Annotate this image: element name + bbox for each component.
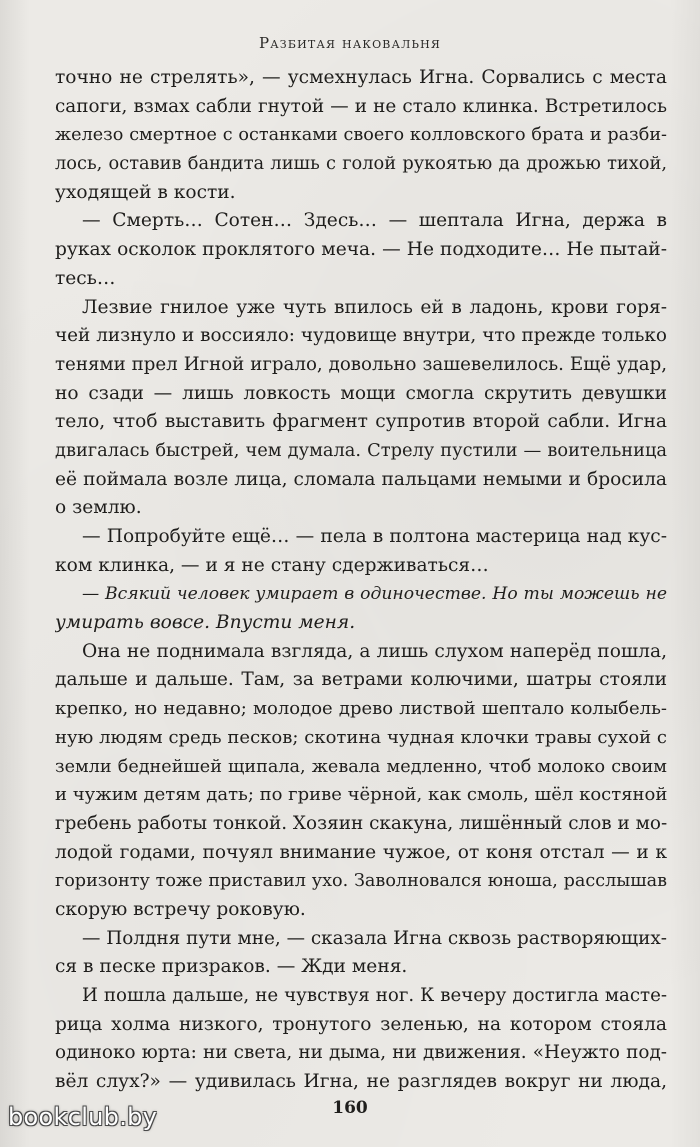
watermark-logo: bookclub.by — [8, 1103, 158, 1131]
text-line: чей лизнуло и воссияло: чудовище внутри, что прежде только — [55, 325, 667, 347]
text-line: крепко, но недавно; молодое древо листвой шептало колыбель- — [55, 698, 667, 720]
text-line: Она не поднимала взгляда, а лишь слухом наперёд пошла, — [82, 640, 667, 662]
text-line: ком клинка, — и я не стану сдерживаться… — [55, 554, 489, 576]
body-text — [55, 64, 667, 1097]
text-line: тело, чтоб выставить фрагмент супротив второй сабли. Игна — [55, 411, 667, 433]
text-line: — Всякий человек умирает в одиночестве. Но ты можешь не — [82, 584, 667, 605]
text-line: — Попробуйте ещё… — пела в полтона мастерица над кус- — [82, 526, 667, 547]
text-line: скорую встречу роковую. — [55, 898, 306, 920]
text-line: вёл слух?» — удивилась Игна, не разглядев вокруг ни люда, — [55, 1071, 667, 1093]
text-line: рица холма низкого, тронутого зеленью, на котором стояла — [55, 1013, 667, 1035]
text-line: дальше и дальше. Там, за ветрами колючими, шатры стояли — [55, 669, 667, 691]
text-line: ся в песке призраков. — Жди меня. — [55, 956, 408, 978]
text-line: тенями прел Игной играло, довольно зашевелилось. Ещё удар, — [55, 353, 667, 375]
text-line: точно не стрелять», — усмехнулась Игна. Сорвались с места — [55, 67, 667, 88]
text-line: гребень работы тонкой. Хозяин скакуна, лишённый слов и мо- — [55, 812, 667, 834]
text-line: — Смерть… Сотен… Здесь… — шептала Игна, держа в — [82, 210, 667, 232]
text-line: горизонту тоже приставил ухо. Заволновался юноша, расслышав — [55, 871, 667, 892]
text-line: Лезвие гнилое уже чуть впилось ей в ладонь, крови горя- — [82, 296, 667, 318]
text-line: железо смертное с останками своего колловского брата и разби- — [55, 125, 667, 146]
running-head: Разбитая наковальня — [258, 34, 441, 52]
text-line: руках осколок проклятого меча. — Не подходите… Не пытай- — [55, 239, 667, 261]
text-line: уходящей в кости. — [55, 181, 236, 203]
text-line: И пошла дальше, не чувствуя ног. К вечеру достигла масте- — [82, 985, 667, 1006]
page-number: 160 — [332, 1098, 368, 1118]
text-line: лось, оставив бандита лишь с голой рукоятью да дрожью тихой, — [55, 153, 667, 175]
text-line: двигалась быстрей, чем думала. Стрелу пустили — воительница — [55, 439, 667, 461]
text-line: тесь… — [55, 267, 116, 289]
text-line: лодой годами, почуял внимание чужое, от коня отстал — и к — [55, 841, 667, 863]
text-line: и чужим детям дать; по гриве чёрной, как смоль, шёл костяной — [55, 784, 667, 806]
text-line: — Полдня пути мне, — сказала Игна сквозь растворяющих- — [82, 927, 667, 949]
text-line: умирать вовсе. Впусти меня. — [55, 612, 356, 634]
text-line: её поймала возле лица, сломала пальцами немыми и бросила — [55, 468, 667, 490]
text-line: ную людям средь песков; скотина чудная клочки травы сухой с — [55, 726, 667, 748]
text-line: о землю. — [55, 497, 142, 519]
text-line: одиноко юрта: ни света, ни дыма, ни движения. «Неужто под- — [55, 1042, 667, 1064]
text-line: но сзади — лишь ловкость мощи смогла скрутить девушки — [55, 382, 667, 404]
text-line: сапоги, взмах сабли гнутой — и не стало клинка. Встретилось — [55, 95, 667, 117]
text-line: земли беднейшей щипала, жевала медленно, чтоб молоко своим — [55, 756, 667, 777]
